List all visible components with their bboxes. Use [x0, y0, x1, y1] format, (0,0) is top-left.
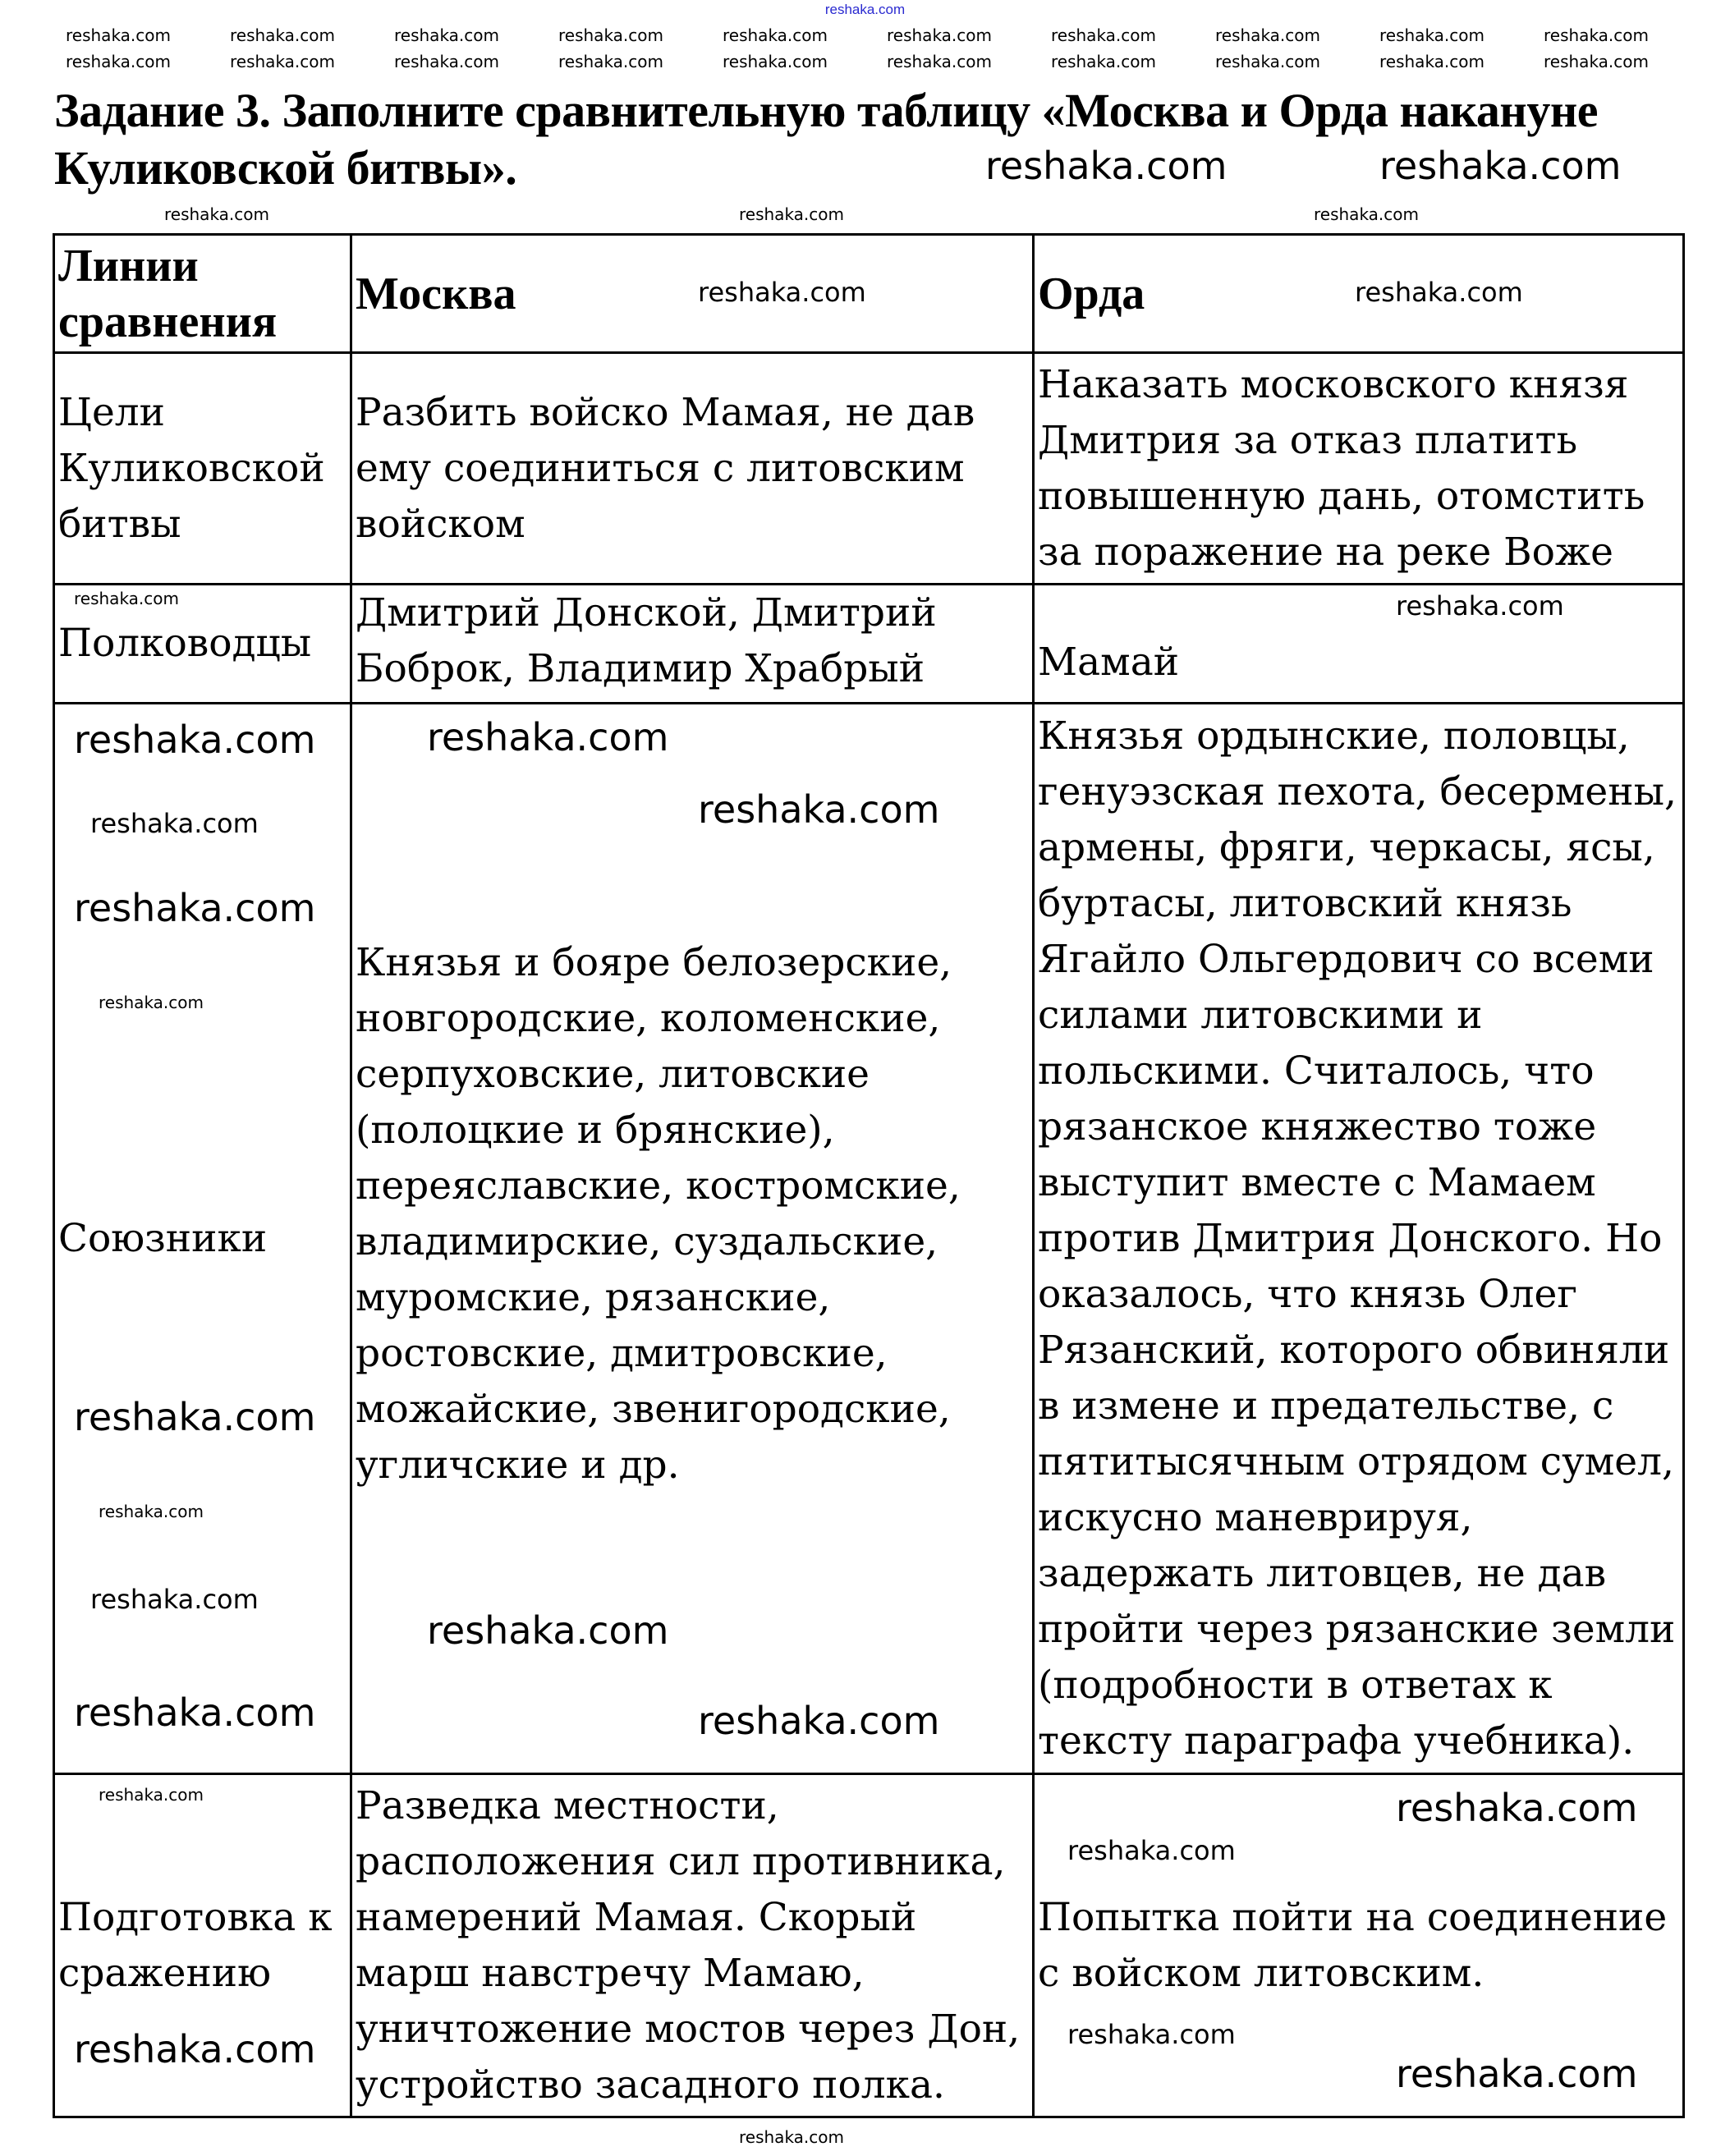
row-line: Полководцы — [54, 585, 351, 704]
watermark: reshaka.com — [1067, 2019, 1236, 2050]
watermark: reshaka.com — [90, 1584, 259, 1615]
watermark: reshaka.com — [427, 715, 669, 759]
row-line: Союзники — [54, 704, 351, 1774]
watermark: reshaka.com — [66, 25, 171, 45]
watermark: reshaka.com — [558, 25, 663, 45]
table-row — [54, 353, 1684, 585]
watermark: reshaka.com — [739, 2127, 844, 2147]
watermark: reshaka.com — [723, 52, 828, 71]
row-horde: Наказать московского князя Дмитрия за отказ платить повышенную дань, отомстить за поражение на реке Воже — [1034, 353, 1684, 585]
watermark: reshaka.com — [723, 25, 828, 45]
watermark: reshaka.com — [99, 1502, 204, 1521]
watermark: reshaka.com — [1051, 52, 1156, 71]
table-row — [54, 704, 1684, 1774]
watermark: reshaka.com — [1051, 25, 1156, 45]
watermark: reshaka.com — [1379, 144, 1622, 188]
watermark: reshaka.com — [1215, 52, 1320, 71]
row-line: Подготовка к сражению — [54, 1774, 351, 2117]
watermark: reshaka.com — [74, 886, 316, 930]
row-line: Цели Куликовской битвы — [54, 353, 351, 585]
watermark: reshaka.com — [1215, 25, 1320, 45]
row-moscow: Разбить войско Мамая, не дав ему соединиться с литовским войском — [351, 353, 1034, 585]
watermark: reshaka.com — [230, 25, 335, 45]
watermark: reshaka.com — [1544, 52, 1649, 71]
task-title: Задание 3. Заполните сравнительную таблицу «Москва и Орда накануне Куликовской битвы». — [54, 84, 1598, 195]
watermark: reshaka.com — [1396, 590, 1564, 622]
watermark: reshaka.com — [558, 52, 663, 71]
watermark: reshaka.com — [698, 1699, 940, 1743]
comparison-table — [53, 233, 1685, 2118]
watermark: reshaka.com — [1396, 1786, 1638, 1830]
watermark: reshaka.com — [230, 52, 335, 71]
watermark: reshaka.com — [739, 204, 844, 224]
watermark: reshaka.com — [698, 787, 940, 832]
watermark: reshaka.com — [74, 1395, 316, 1439]
row-horde: Князья ордынские, половцы, генуэзская пехота, бесермены, армены, фряги, черкасы, ясы, буртасы, литовский князь Ягайло Ольгердович со всеми силами литовскими и польскими. Считалось, что рязанское княжество тоже выступит вместе с Мамаем против Дмитрия Донского. Но оказалось, что князь Олег Рязанский, которого обвиняли в измене и предательстве, с пятитысячным отрядом сумел, искусно маневрируя, задержать литовцев, не дав пройти через рязанские земли (подробности в ответах к тексту параграфа учебника). — [1034, 704, 1684, 1774]
row-horde: Мамай — [1034, 585, 1684, 704]
watermark: reshaka.com — [1379, 25, 1484, 45]
row-moscow: Князья и бояре белозерские, новгородские, коломенские, серпуховские, литовские (полоцкие и брянские), переяславские, костромские, владимирские, суздальские, муромские, рязанские, ростовские, дмитровские, можайские, звенигородские, угличские и др. — [351, 704, 1034, 1774]
watermark: reshaka.com — [887, 52, 992, 71]
watermark: reshaka.com — [1544, 25, 1649, 45]
watermark: reshaka.com — [394, 52, 499, 71]
watermark: reshaka.com — [74, 1690, 316, 1735]
watermark: reshaka.com — [74, 718, 316, 762]
header-lines: Линии сравнения — [54, 235, 351, 353]
row-moscow: Разведка местности, расположения сил противника, намерений Мамая. Скорый марш навстречу Мамаю, уничтожение мостов через Дон, устройство засадного полка. — [351, 1774, 1034, 2117]
watermark: reshaka.com — [1067, 1835, 1236, 1866]
row-horde: Попытка пойти на соединение с войском литовским. — [1034, 1774, 1684, 2117]
watermark: reshaka.com — [164, 204, 269, 224]
watermark: reshaka.com — [1379, 52, 1484, 71]
watermark: reshaka.com — [1314, 204, 1419, 224]
watermark: reshaka.com — [698, 277, 866, 308]
header-moscow: Москва — [351, 235, 1034, 353]
watermark: reshaka.com — [66, 52, 171, 71]
watermark: reshaka.com — [99, 993, 204, 1012]
watermark: reshaka.com — [394, 25, 499, 45]
watermark: reshaka.com — [74, 589, 179, 608]
watermark: reshaka.com — [427, 1608, 669, 1653]
watermark: reshaka.com — [90, 808, 259, 839]
watermark: reshaka.com — [74, 2027, 316, 2071]
watermark: reshaka.com — [1355, 277, 1523, 308]
top-watermark: reshaka.com — [824, 2, 906, 17]
watermark: reshaka.com — [985, 144, 1228, 188]
header-horde: Орда — [1034, 235, 1684, 353]
row-moscow: Дмитрий Донской, Дмитрий Боброк, Владимир Храбрый — [351, 585, 1034, 704]
watermark: reshaka.com — [99, 1785, 204, 1805]
watermark: reshaka.com — [887, 25, 992, 45]
watermark: reshaka.com — [1396, 2052, 1638, 2096]
